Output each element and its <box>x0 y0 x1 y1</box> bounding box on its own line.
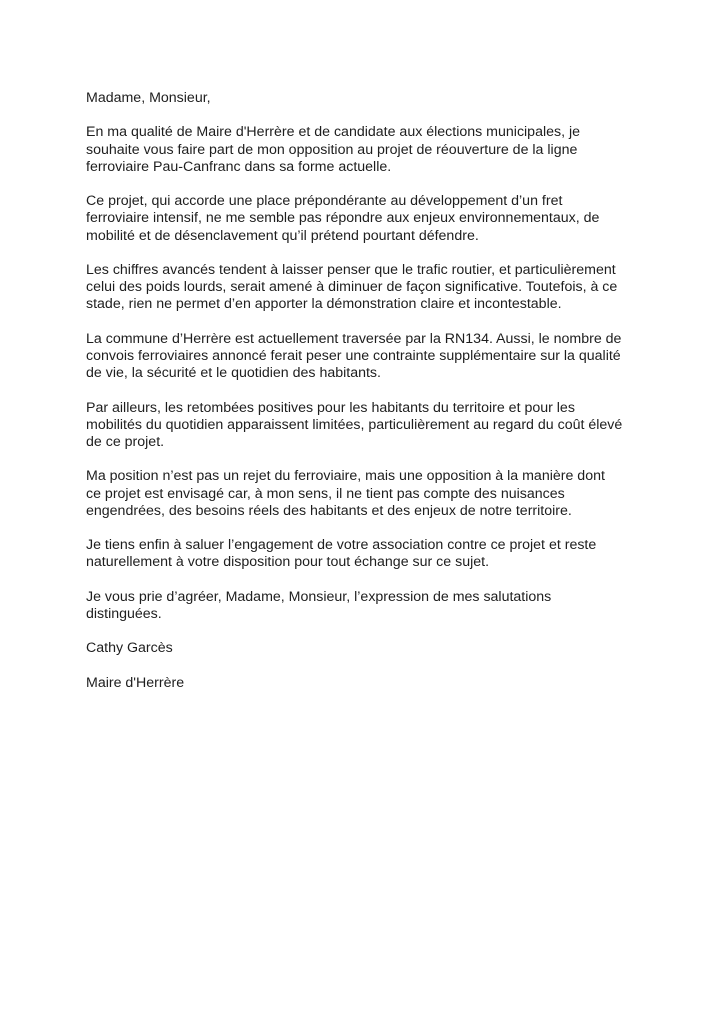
text-line: engendrées, des besoins réels des habitants et des enjeux de notre territoire. <box>86 502 572 519</box>
salutation-text: Madame, Monsieur, <box>86 90 211 106</box>
text-line: Les chiffres avancés tendent à laisser penser que le trafic routier, et particulièrement <box>86 261 616 278</box>
text-line: Par ailleurs, les retombées positives pour les habitants du territoire et pour les <box>86 399 575 416</box>
signature-title <box>86 675 646 692</box>
text-line: La commune d’Herrère est actuellement traversée par la RN134. Aussi, le nombre de <box>86 330 622 347</box>
paragraph-commune <box>86 331 646 383</box>
paragraph-position <box>86 468 646 520</box>
text-line: de ce projet. <box>86 433 165 450</box>
paragraph-project <box>86 193 646 245</box>
text-line: souhaite vous faire part de mon opposition au projet de réouverture de la ligne <box>86 141 578 158</box>
text-line: stade, rien ne permet d’en apporter la démonstration claire et incontestable. <box>86 296 562 313</box>
signature-name-text: Cathy Garcès <box>86 640 173 657</box>
text-line: Je tiens enfin à saluer l’engagement de votre association contre ce projet et reste <box>86 537 597 554</box>
paragraph-intro <box>86 124 646 176</box>
text-line: de vie, la sécurité et le quotidien des habitants. <box>86 365 381 382</box>
text-line: celui des poids lourds, serait amené à diminuer de façon significative. Toutefois, à ce <box>86 279 618 296</box>
salutation <box>86 90 646 107</box>
signature-title-text: Maire d'Herrère <box>86 674 185 691</box>
paragraph-benefits <box>86 400 646 452</box>
text-line: ferroviaire Pau-Canfranc dans sa forme actuelle. <box>86 158 392 175</box>
paragraph-closing <box>86 589 646 623</box>
letter-body <box>86 90 646 709</box>
signature-name <box>86 640 646 657</box>
paragraph-association <box>86 537 646 571</box>
text-line: naturellement à votre disposition pour tout échange sur ce sujet. <box>86 554 490 571</box>
text-line: mobilités du quotidien apparaissent limitées, particulièrement au regard du coût élevé <box>86 416 623 433</box>
paragraph-figures <box>86 262 646 314</box>
text-line: Je vous prie d’agréer, Madame, Monsieur, l’expression de mes salutations <box>86 588 552 605</box>
text-line: ce projet est envisagé car, à mon sens, il ne tient pas compte des nuisances <box>86 485 565 502</box>
text-line: mobilité et de désenclavement qu’il prétend pourtant défendre. <box>86 227 479 244</box>
text-line: Ce projet, qui accorde une place prépondérante au développement d’un fret <box>86 193 563 210</box>
text-line: Ma position n’est pas un rejet du ferroviaire, mais une opposition à la manière dont <box>86 468 605 485</box>
text-line: distinguées. <box>86 605 162 622</box>
text-line: ferroviaire intensif, ne me semble pas répondre aux enjeux environnementaux, de <box>86 210 600 227</box>
text-line: En ma qualité de Maire d'Herrère et de candidate aux élections municipales, je <box>86 124 581 141</box>
text-line: convois ferroviaires annoncé ferait peser une contrainte supplémentaire sur la qualité <box>86 347 621 364</box>
